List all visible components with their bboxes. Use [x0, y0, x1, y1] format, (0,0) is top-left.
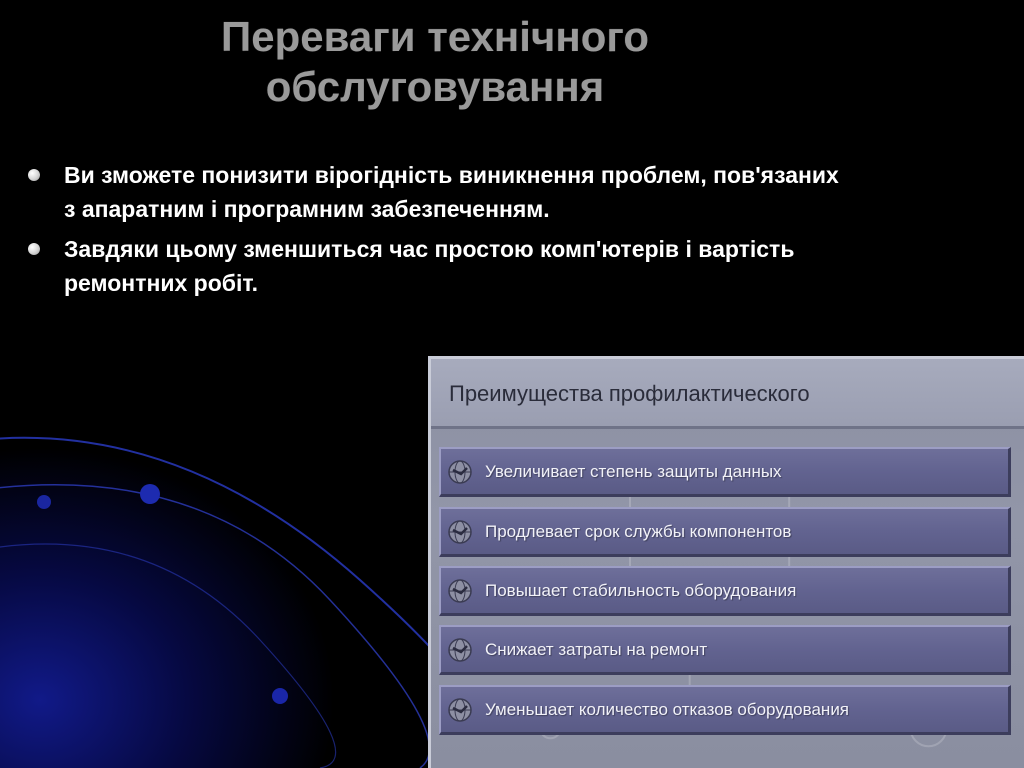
globe-icon — [447, 519, 473, 545]
benefit-label: Уменьшает количество отказов оборудования — [485, 700, 850, 719]
bullet-list — [24, 158, 844, 306]
globe-icon — [447, 459, 473, 485]
title-line-2: обслуговування — [265, 63, 605, 110]
benefit-label: Увеличивает степень защиты данных — [485, 462, 782, 481]
slide-title — [150, 12, 720, 112]
benefit-row — [439, 566, 1011, 616]
bullet-item — [24, 232, 844, 300]
bullet-text: Ви зможете понизити вірогідність виникнення проблем, пов'язаних з апаратним і програмним забезпеченням. — [64, 162, 839, 222]
panel-title: Преимущества профилактического — [449, 381, 810, 406]
panel-header — [431, 359, 1024, 429]
benefit-label: Повышает стабильность оборудования — [485, 581, 797, 600]
benefit-row — [439, 625, 1011, 675]
benefit-label: Продлевает срок службы компонентов — [485, 522, 792, 541]
globe-icon — [447, 697, 473, 723]
globe-icon — [447, 637, 473, 663]
bullet-text: Завдяки цьому зменшиться час простою комп'ютерів і вартість ремонтних робіт. — [64, 236, 795, 296]
title-line-1: Переваги технічного — [221, 13, 649, 60]
maintenance-benefits-image — [428, 356, 1024, 768]
benefit-row — [439, 507, 1011, 557]
bullet-dot-icon — [28, 243, 40, 255]
benefit-label: Снижает затраты на ремонт — [485, 640, 708, 659]
benefit-row — [439, 447, 1011, 497]
bullet-item — [24, 158, 844, 226]
bullet-dot-icon — [28, 169, 40, 181]
background-decoration — [0, 380, 460, 768]
globe-icon — [447, 578, 473, 604]
benefit-row — [439, 685, 1011, 735]
